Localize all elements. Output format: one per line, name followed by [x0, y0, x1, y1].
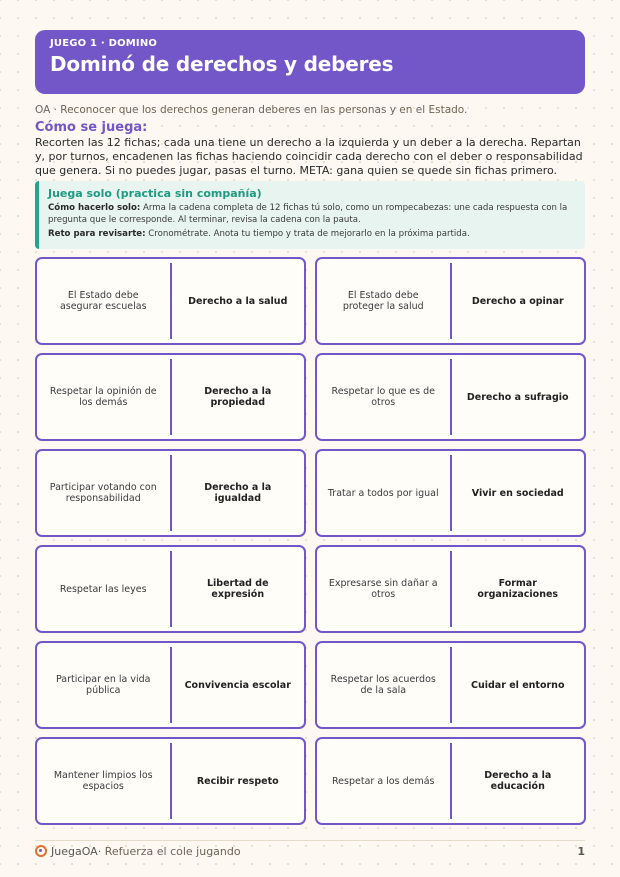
domino-tile [315, 641, 586, 729]
tile-duty: Expresarse sin dañar a otros [328, 578, 438, 600]
solo-challenge-text: Cronométrate. Anota tu tiempo y trata de mejorarlo en la próxima partida. [145, 229, 470, 239]
howto-text: Recorten las 12 fichas; cada una tiene un derecho a la izquierda y un deber a la derecha. Repartan y, por turnos, encadenen las fichas haciendo coincidir cada derecho con el deber o responsabilidad que genera. Si no puedes jugar, pasas el turno. META: gana quien se quede sin fichas primero. [35, 136, 583, 177]
domino-tile [35, 641, 306, 729]
tile-right: Formar organizaciones [477, 578, 559, 600]
learning-objective: OA · Reconocer que los derechos generan deberes en las personas y en el Estado. [35, 104, 468, 116]
solo-challenge-line [48, 228, 575, 240]
howto-heading: Cómo se juega: [35, 120, 148, 135]
domino-tile [35, 257, 306, 345]
domino-tile [315, 545, 586, 633]
tile-right: Vivir en sociedad [471, 487, 564, 499]
tile-duty: Respetar los acuerdos de la sala [330, 674, 436, 696]
domino-tile [35, 449, 306, 537]
tile-right: Derecho a la salud [188, 295, 288, 307]
tile-right: Derecho a la educación [484, 770, 552, 792]
tile-duty: Tratar a todos por igual [327, 487, 439, 499]
tile-right: Derecho a la propiedad [204, 386, 272, 408]
solo-title: Juega solo (practica sin compañía) [48, 187, 262, 200]
tile-duty: Respetar la opinión de los demás [49, 386, 157, 408]
tile-duty: El Estado debe proteger la salud [342, 290, 424, 312]
tile-right: Derecho a la igualdad [204, 482, 272, 504]
tile-duty: Participar votando con responsabilidad [49, 482, 157, 504]
tile-duty: Mantener limpios los espacios [53, 770, 153, 792]
solo-how-label: Cómo hacerlo solo: [48, 203, 141, 213]
tile-duty: Participar en la vida pública [55, 674, 151, 696]
tile-duty: El Estado debe asegurar escuelas [59, 290, 147, 312]
domino-tile [315, 449, 586, 537]
tile-duty: Respetar las leyes [59, 583, 147, 595]
tile-right: Libertad de expresión [206, 578, 269, 600]
tile-right: Derecho a opinar [471, 295, 564, 307]
tile-right: Recibir respeto [196, 775, 279, 787]
footer-brand: JuegaOA [51, 844, 98, 858]
page-footer [35, 843, 585, 859]
game-kicker: JUEGO 1 · DOMINO [50, 38, 158, 49]
footer-divider [35, 840, 585, 841]
solo-how-text: Arma la cadena completa de 12 fichas tú solo, como un rompecabezas: une cada respuesta con la pregunta que le corresponde. Al terminar, revisa la cadena con la pauta. [48, 203, 568, 225]
brand-logo-icon [35, 845, 47, 857]
tile-right: Cuidar el entorno [471, 679, 565, 691]
solo-how-line [48, 202, 575, 226]
domino-tile [315, 257, 586, 345]
solo-play-box [35, 181, 585, 249]
page-title: Dominó de derechos y deberes [50, 52, 394, 76]
domino-tile [315, 737, 586, 825]
domino-tile [35, 353, 306, 441]
tile-duty: Respetar lo que es de otros [331, 386, 435, 408]
solo-challenge-label: Reto para revisarte: [48, 229, 146, 239]
game-header [35, 30, 585, 94]
footer-tagline: · Refuerza el cole jugando [97, 844, 241, 858]
domino-tile [35, 545, 306, 633]
domino-tile [315, 353, 586, 441]
domino-tile [35, 737, 306, 825]
tile-right: Derecho a sufragio [466, 391, 569, 403]
page-number: 1 [577, 844, 585, 858]
tile-right: Convivencia escolar [184, 679, 291, 691]
tile-duty: Respetar a los demás [332, 775, 435, 787]
domino-grid [35, 257, 586, 825]
